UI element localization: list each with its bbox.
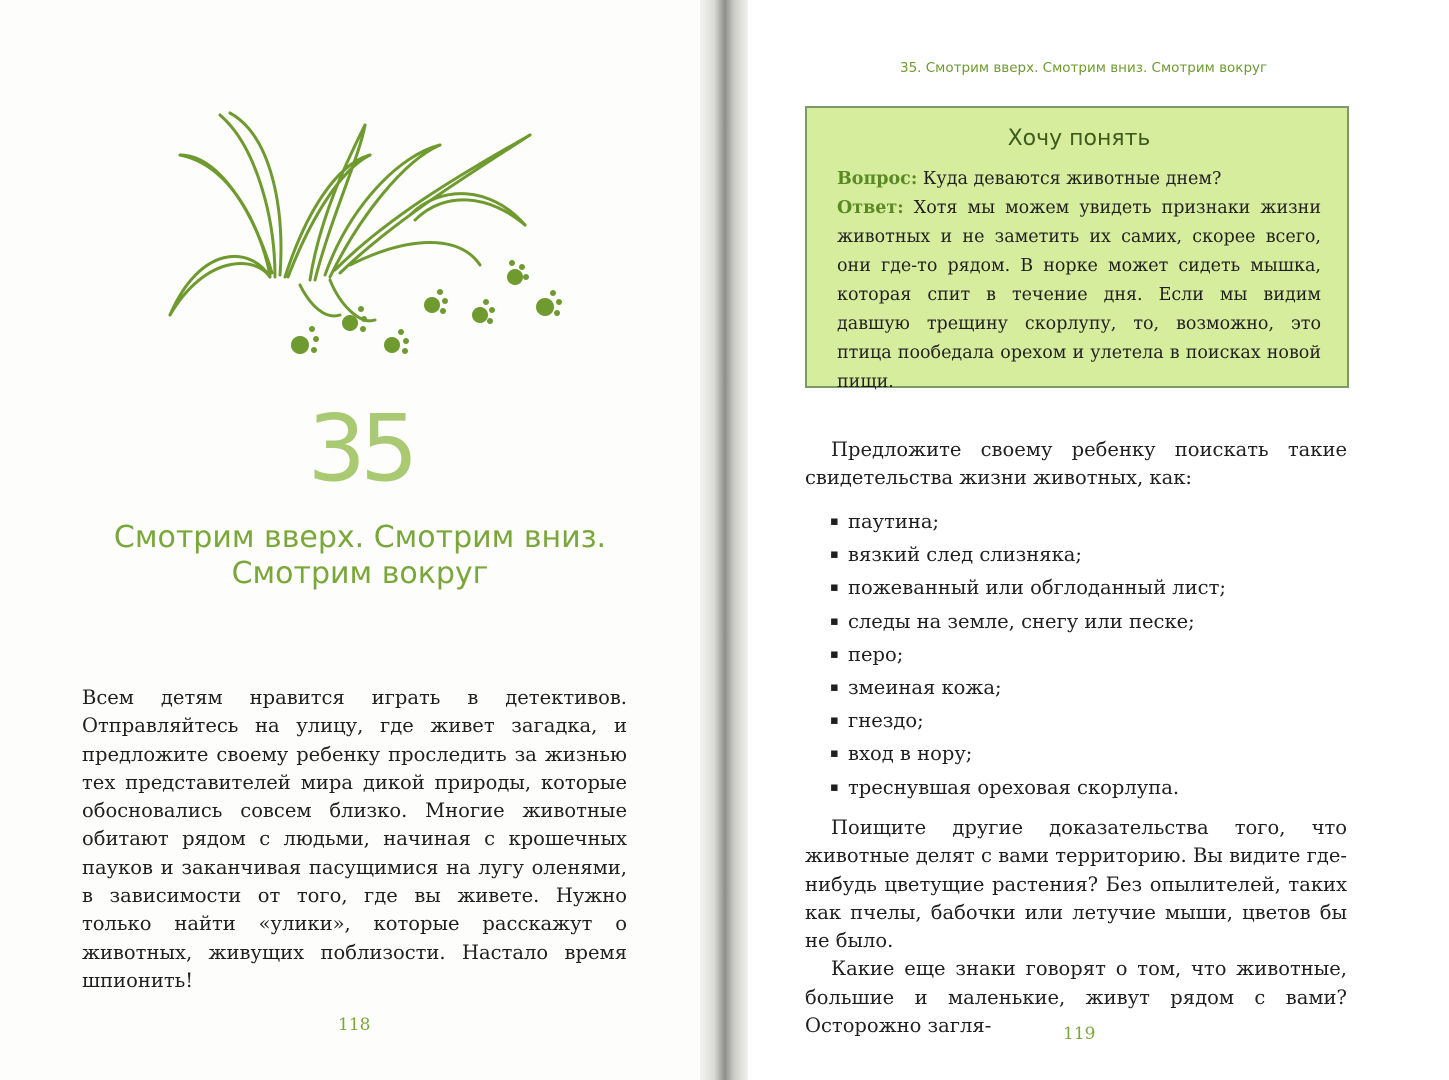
left-page xyxy=(0,0,720,1080)
intro-paragraph: Предложите своему ребенку поискать такие свидетельства жизни животных, как: xyxy=(805,438,1347,490)
chapter-title xyxy=(60,520,660,592)
question-label: Вопрос: xyxy=(837,169,918,189)
body-paragraph: Какие еще знаки говорят о том, что животные, большие и маленькие, живут рядом с вами? Осторожно загля- xyxy=(805,957,1347,1038)
evidence-list xyxy=(830,505,1226,804)
answer-label: Ответ: xyxy=(837,198,904,218)
right-body xyxy=(805,814,1347,1040)
list-item: ▪ пожеванный или обглоданный лист; xyxy=(830,571,1226,604)
grass-illustration xyxy=(160,95,580,375)
sidebar-question xyxy=(837,165,1321,194)
left-body-paragraph: Всем детям нравится играть в детективов. Отправляйтесь на улицу, где живет загадка, и предложите своему ребенку проследить за жизнью тех представителей мира дикой природы, которые обосновались совсем близко. Многие животные обитают рядом с людьми, начиная с крошечных пауков и заканчивая пасущимися на лугу оленями, в зависимости от того, где вы живете. Нужно только найти «улики», которые расскажут о животных, живущих поблизости. Настало время шпионить! xyxy=(82,686,627,992)
list-item: ▪ вход в нору; xyxy=(830,737,1226,770)
page-number-left: 118 xyxy=(338,1015,371,1035)
list-item: ▪ гнездо; xyxy=(830,704,1226,737)
body-paragraph: Поищите другие доказательства того, что животные делят с вами территорию. Вы видите где-нибудь цветущие растения? Без опылителей, таких как пчелы, бабочки или летучие мыши, цветов бы не было. xyxy=(805,816,1347,953)
list-item: ▪ вязкий след слизняка; xyxy=(830,538,1226,571)
sidebar-title: Хочу понять xyxy=(1007,126,1151,151)
chapter-title-line: Смотрим вокруг xyxy=(231,556,489,591)
list-item: ▪ перо; xyxy=(830,638,1226,671)
sidebar-answer xyxy=(837,194,1321,397)
answer-text: Хотя мы можем увидеть признаки жизни животных и не заметить их самих, скорее всего, они где-то рядом. В норке может сидеть мышка, которая спит в течение дня. Если мы видим давшую трещину скорлупу, то, возможно, это птица пообедала орехом и улетела в поисках новой пищи. xyxy=(837,198,1321,392)
chapter-title-line: Смотрим вверх. Смотрим вниз. xyxy=(113,520,607,555)
list-item: ▪ треснувшая ореховая скорлупа. xyxy=(830,771,1226,804)
list-item: ▪ змеиная кожа; xyxy=(830,671,1226,704)
sidebar-box xyxy=(805,106,1349,392)
list-item: ▪ следы на земле, снегу или песке; xyxy=(830,605,1226,638)
chapter-number: 35 xyxy=(307,395,413,502)
question-text: Куда деваются животные днем? xyxy=(922,169,1222,189)
page-number-right: 119 xyxy=(1063,1024,1096,1044)
running-head: 35. Смотрим вверх. Смотрим вниз. Смотрим вокруг xyxy=(900,60,1268,76)
list-item: ▪ паутина; xyxy=(830,505,1226,538)
